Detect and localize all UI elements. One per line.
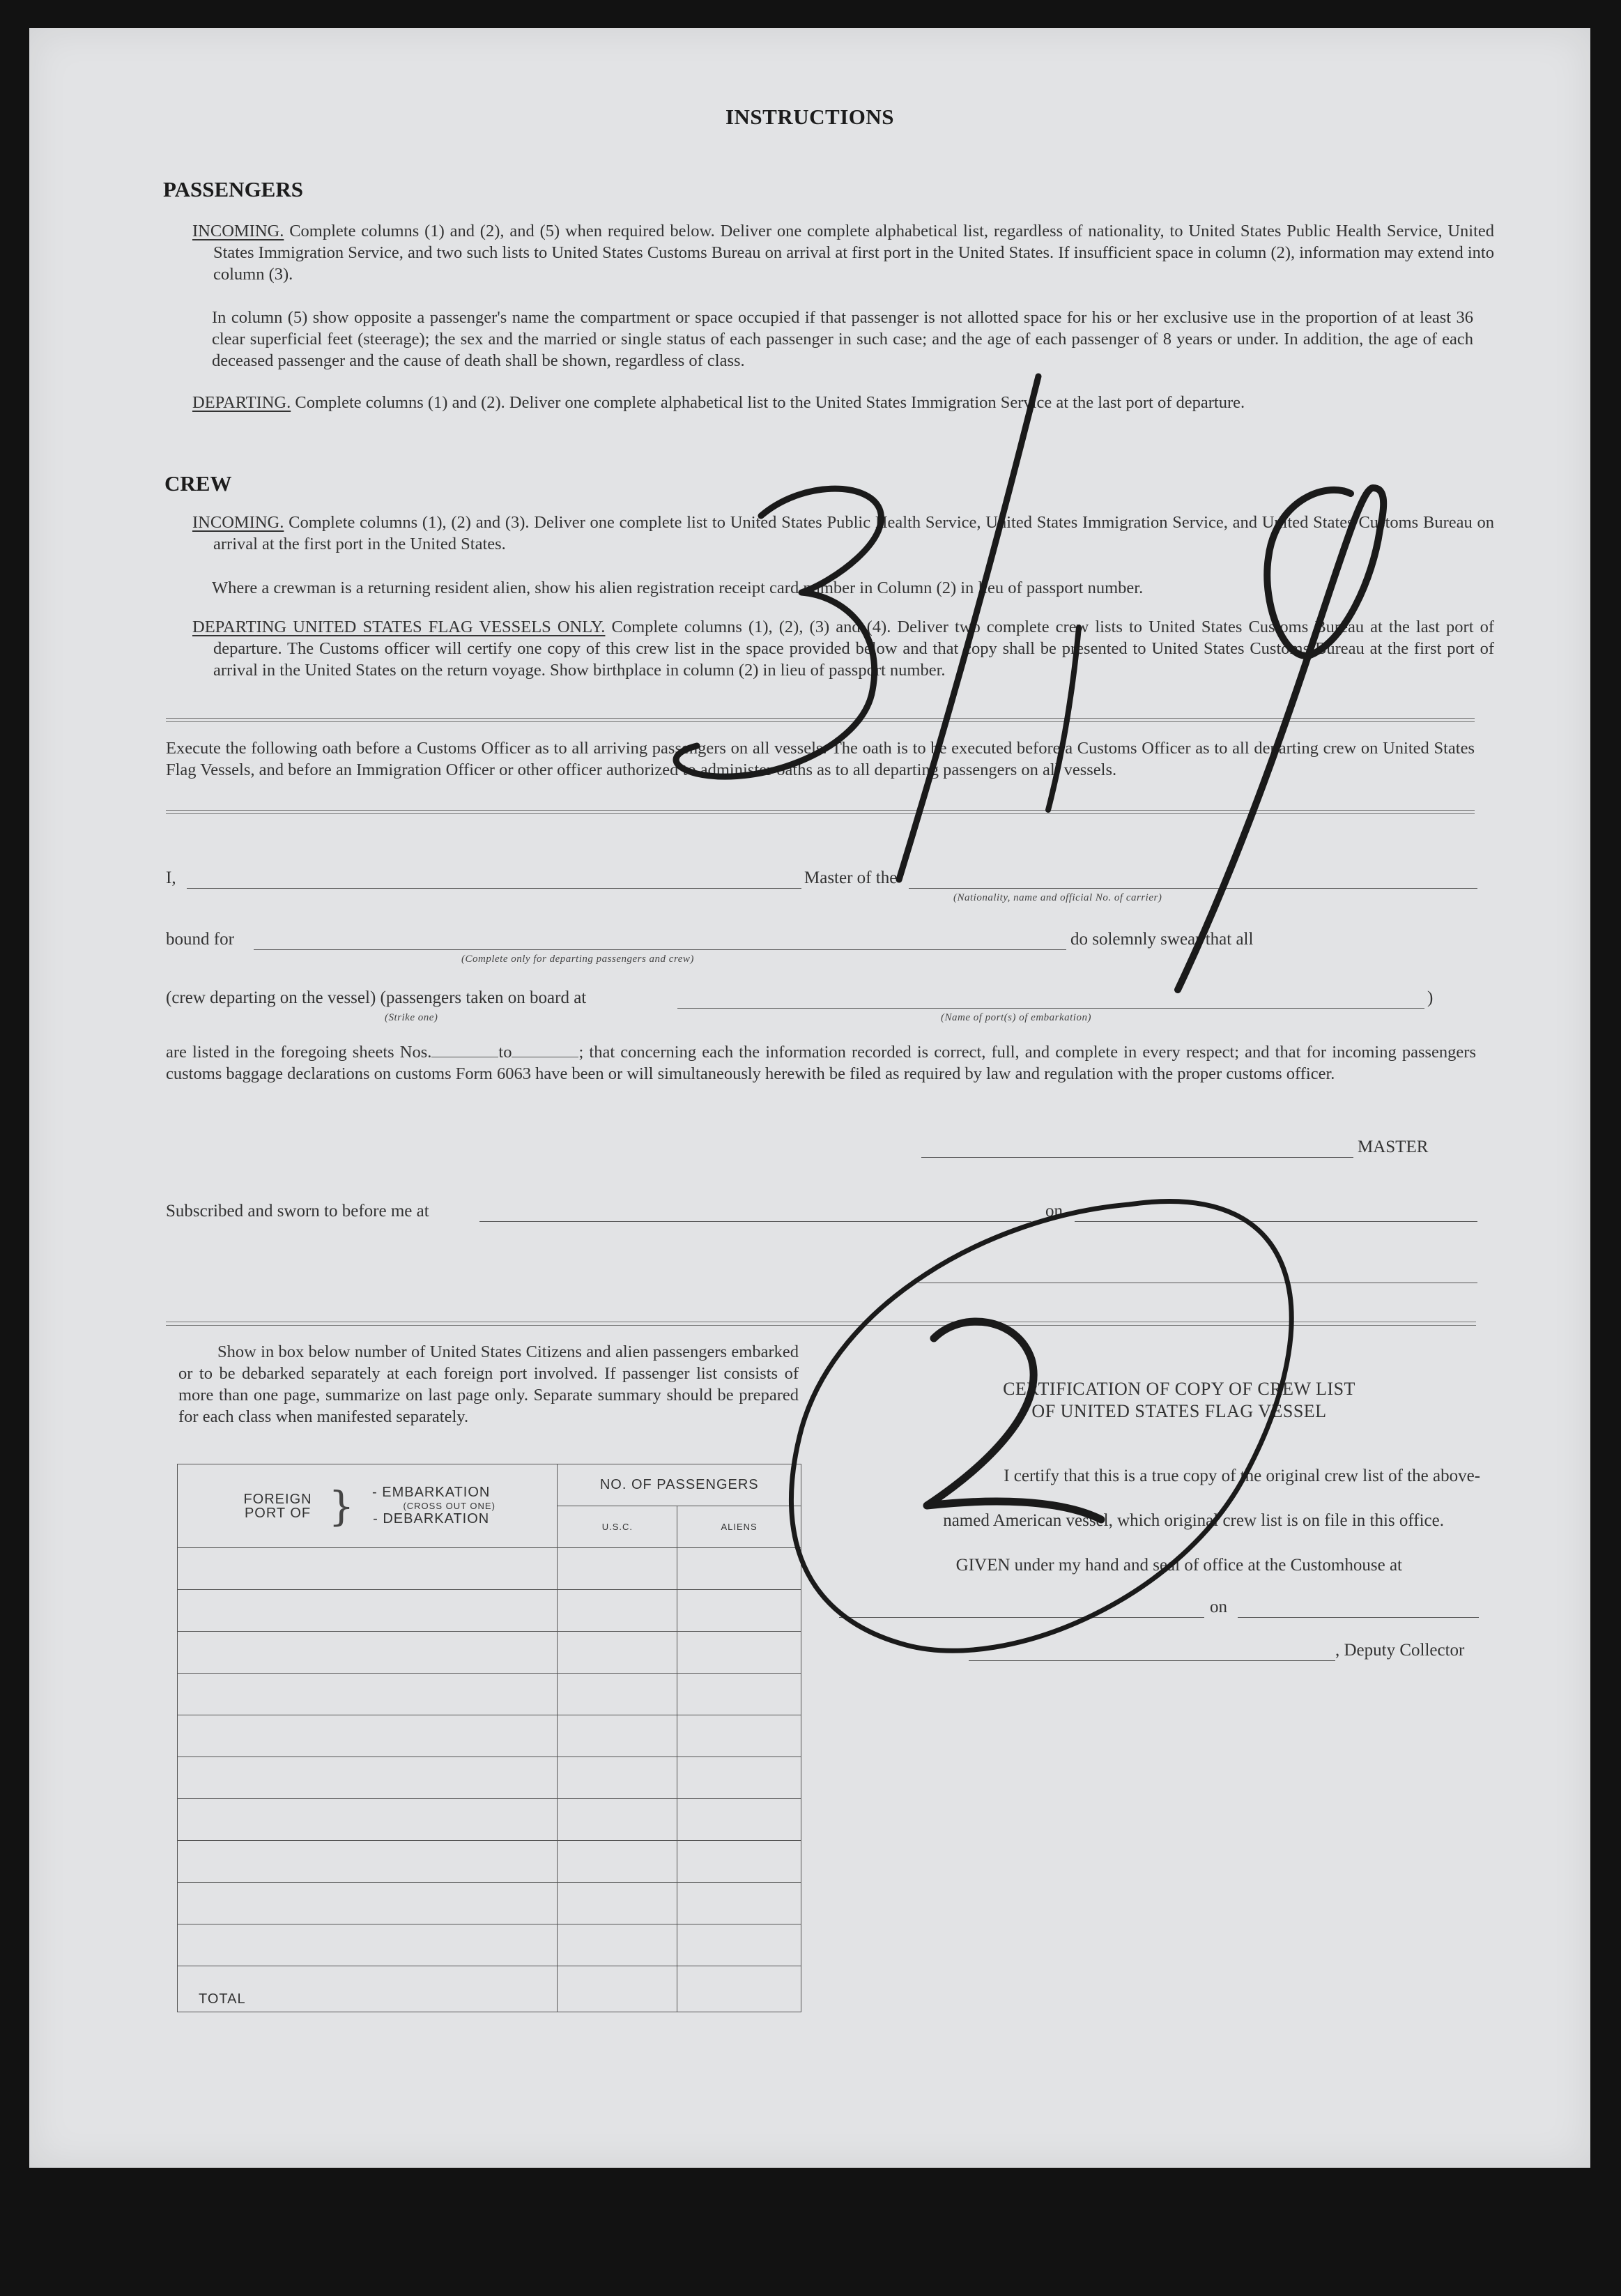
section-divider: [166, 718, 1475, 722]
table-row: [178, 1757, 801, 1799]
master-of-label: Master of the: [804, 868, 898, 887]
table-row: [178, 1883, 801, 1924]
usc-cell[interactable]: [558, 1757, 677, 1799]
cert-title-line2: OF UNITED STATES FLAG VESSEL: [1031, 1401, 1327, 1421]
aliens-cell[interactable]: [677, 1757, 801, 1799]
usc-cell[interactable]: [558, 1715, 677, 1757]
port-header-cell: [178, 1464, 558, 1548]
port-cell[interactable]: [178, 1841, 558, 1883]
crew-flag-label: DEPARTING UNITED STATES FLAG VESSELS ONLY.: [192, 618, 606, 636]
ports-caption: (Name of port(s) of embarkation): [941, 1012, 1091, 1023]
crew-incoming-text: Complete columns (1), (2) and (3). Deliver one complete list to United States Public Health Service, United States Immigration Service, and United States Customs Bureau on arrival at the first port in the United States.: [213, 513, 1494, 553]
carrier-field[interactable]: [909, 888, 1477, 889]
table-row: [178, 1841, 801, 1883]
total-usc-cell[interactable]: [558, 1966, 677, 2012]
passenger-summary-table: [177, 1464, 801, 2012]
crew-incoming-paragraph: [192, 512, 1494, 555]
table-row: [178, 1674, 801, 1715]
aliens-cell[interactable]: [677, 1924, 801, 1966]
sheets-prefix: are listed in the foregoing sheets Nos.: [166, 1043, 432, 1062]
aliens-cell[interactable]: [677, 1841, 801, 1883]
foreign-port-label: FOREIGN PORT OF: [243, 1491, 312, 1521]
usc-cell[interactable]: [558, 1590, 677, 1632]
cross-out-label: (CROSS OUT ONE): [403, 1501, 495, 1511]
cert-date-field[interactable]: [1238, 1617, 1479, 1618]
close-paren: ): [1427, 988, 1434, 1007]
debarkation-label: - DEBARKATION: [373, 1511, 490, 1526]
table-row: [178, 1632, 801, 1674]
master-signature-field[interactable]: [921, 1157, 1353, 1158]
crew-heading: CREW: [164, 471, 232, 496]
table-row: [178, 1590, 801, 1632]
crew-flag-paragraph: [192, 616, 1494, 681]
sworn-place-field[interactable]: [479, 1221, 1031, 1222]
no-passengers-header: NO. OF PASSENGERS: [558, 1464, 801, 1506]
usc-header: U.S.C.: [558, 1506, 677, 1548]
oath-i-label: I,: [166, 868, 176, 887]
passengers-departing-paragraph: [192, 392, 1494, 413]
embarkation-ports-field[interactable]: [677, 1008, 1424, 1009]
port-cell[interactable]: [178, 1632, 558, 1674]
crew-departing-label: (crew departing on the vessel) (passengers taken on board at: [166, 988, 587, 1007]
usc-cell[interactable]: [558, 1883, 677, 1924]
port-cell[interactable]: [178, 1715, 558, 1757]
port-cell[interactable]: [178, 1674, 558, 1715]
swear-label: do solemnly swear that all: [1070, 930, 1254, 949]
deputy-collector-label: , Deputy Collector: [1335, 1641, 1465, 1660]
usc-cell[interactable]: [558, 1674, 677, 1715]
summary-divider: [166, 1322, 1476, 1326]
crew-returning-paragraph: Where a crewman is a returning resident alien, show his alien registration receipt card number in Column (2) in lieu of passport number.: [212, 579, 1144, 597]
sworn-on-label: on: [1045, 1202, 1063, 1220]
aliens-header: ALIENS: [677, 1506, 801, 1548]
subscribed-label: Subscribed and sworn to before me at: [166, 1202, 429, 1220]
oath-instruction: Execute the following oath before a Customs Officer as to all arriving passengers on all vessels. The oath is to be executed before a Customs Officer as to all departing crew on United States Flag Vessels, and before an Immigration Officer or other officer authorized to administer oaths as to all departing passengers on all vessels.: [166, 739, 1475, 779]
master-name-field[interactable]: [187, 888, 801, 889]
embarkation-label: - EMBARKATION: [372, 1485, 491, 1500]
usc-cell[interactable]: [558, 1841, 677, 1883]
table-row: [178, 1548, 801, 1590]
aliens-cell[interactable]: [677, 1674, 801, 1715]
cert-given-line: GIVEN under my hand and seal of office at the Customhouse at: [955, 1556, 1402, 1575]
cert-certify-line2: named American vessel, which original crew list is on file in this office.: [943, 1511, 1444, 1530]
passengers-incoming-label: INCOMING.: [192, 222, 284, 240]
passengers-departing-label: DEPARTING.: [192, 393, 291, 412]
port-cell[interactable]: [178, 1757, 558, 1799]
brace-glyph: }: [328, 1482, 355, 1530]
sworn-date-field[interactable]: [1075, 1221, 1477, 1222]
crew-incoming-label: INCOMING.: [192, 513, 284, 532]
bound-for-label: bound for: [166, 930, 234, 949]
passengers-incoming-text: Complete columns (1) and (2), and (5) when required below. Deliver one complete alphabetical list, regardless of nationality, to United States Public Health Service, United States Immigration Service, and two such lists to United States Customs Bureau on arrival at first port in the United States. If insufficient space in column (2), information may extend into column (3).: [213, 222, 1495, 284]
cert-certify-line1: I certify that this is a true copy of the original crew list of the above-: [1004, 1467, 1480, 1485]
port-cell[interactable]: [178, 1548, 558, 1590]
passengers-heading: PASSENGERS: [163, 177, 303, 201]
form-page: [29, 28, 1590, 2168]
port-cell[interactable]: [178, 1799, 558, 1841]
sheets-paragraph: [166, 1041, 1476, 1085]
port-cell[interactable]: [178, 1883, 558, 1924]
deputy-signature-field[interactable]: [969, 1660, 1335, 1661]
sheets-text: ; that concerning each the information recorded is correct, full, and complete in every respect; and that for incoming passengers customs baggage declarations on customs Form 6063 have been or will simultaneously herewith be filed as required by law and regulation with the proper customs officer.: [166, 1043, 1476, 1083]
table-row: [178, 1924, 801, 1966]
sheets-to-label: to: [498, 1043, 512, 1062]
sheets-to-field[interactable]: [512, 1043, 578, 1057]
usc-cell[interactable]: [558, 1799, 677, 1841]
aliens-cell[interactable]: [677, 1590, 801, 1632]
port-cell[interactable]: [178, 1590, 558, 1632]
table-row: [178, 1715, 801, 1757]
summary-note: Show in box below number of United States Citizens and alien passengers embarked or to be debarked separately at each foreign port involved. If passenger list consists of more than one page, summarize on last page only. Separate summary should be prepared for each class when manifested separately.: [178, 1342, 799, 1426]
master-label: MASTER: [1358, 1138, 1429, 1156]
bound-for-caption: (Complete only for departing passengers and crew): [461, 954, 694, 965]
table-row: [178, 1799, 801, 1841]
nationality-caption: (Nationality, name and official No. of carrier): [953, 892, 1162, 903]
total-label: TOTAL: [178, 1966, 558, 2012]
cert-on-label: on: [1210, 1598, 1227, 1616]
total-aliens-cell[interactable]: [677, 1966, 801, 2012]
aliens-cell[interactable]: [677, 1632, 801, 1674]
passengers-incoming-paragraph: [192, 220, 1494, 285]
strike-one-caption: (Strike one): [385, 1012, 438, 1023]
aliens-cell[interactable]: [677, 1715, 801, 1757]
aliens-cell[interactable]: [677, 1548, 801, 1590]
oath-divider: [166, 810, 1475, 814]
aliens-cell[interactable]: [677, 1799, 801, 1841]
port-cell[interactable]: [178, 1924, 558, 1966]
sheets-from-field[interactable]: [431, 1043, 498, 1057]
cert-title-line1: CERTIFICATION OF COPY OF CREW LIST: [1003, 1379, 1355, 1399]
instructions-title: INSTRUCTIONS: [725, 105, 894, 129]
aliens-cell[interactable]: [677, 1883, 801, 1924]
cert-place-field[interactable]: [839, 1617, 1204, 1618]
crew-flag-text: Complete columns (1), (2), (3) and (4). Deliver two complete crew lists to United States Customs Bureau at the last port of departure. The Customs officer will certify one copy of this crew list in the space provided below and that copy shall be presented to United States Customs Bureau at the first port of arrival in the United States on the return voyage. Show birthplace in column (2) in lieu of passport number.: [213, 618, 1494, 680]
usc-cell[interactable]: [558, 1632, 677, 1674]
usc-cell[interactable]: [558, 1548, 677, 1590]
bound-for-field[interactable]: [254, 949, 1066, 950]
passengers-departing-text: Complete columns (1) and (2). Deliver one complete alphabetical list to the United States Immigration Service at the last port of departure.: [295, 393, 1245, 412]
passengers-column5-paragraph: In column (5) show opposite a passenger's name the compartment or space occupied if that passenger is not allotted space for his or her exclusive use in the proportion of at least 36 clear superficial feet (steerage); the sex and the married or single status of each passenger in such case; and the age of each passenger of 8 years or under. In addition, the age of each deceased passenger and the cause of death shall be shown, regardless of class.: [212, 308, 1473, 370]
usc-cell[interactable]: [558, 1924, 677, 1966]
